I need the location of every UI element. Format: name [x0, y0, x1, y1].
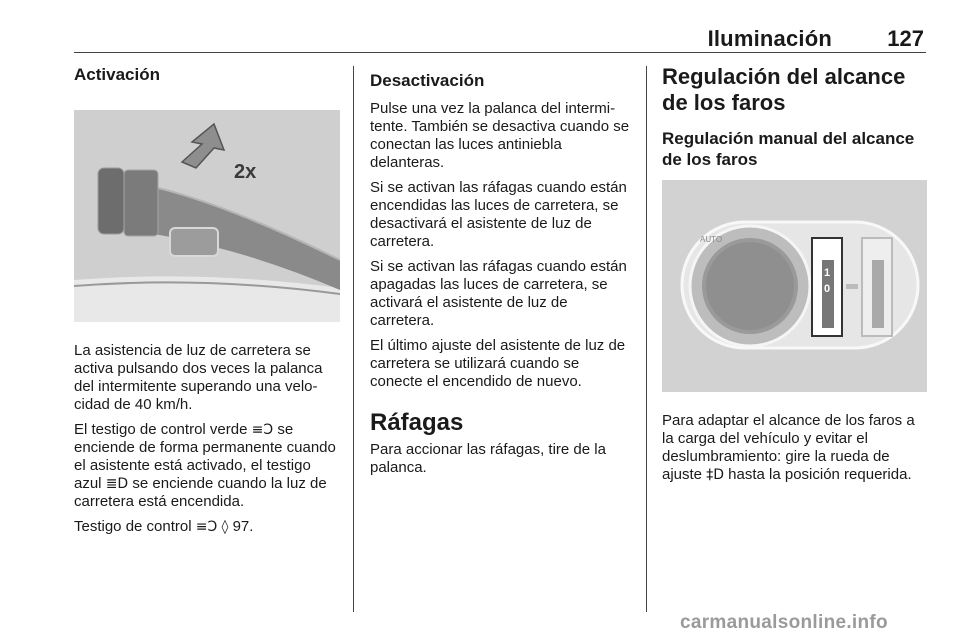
header-rule: [74, 52, 926, 53]
high-beam-assist-icon: ≡Ͻ: [251, 422, 274, 438]
paragraph-deactivation-3: Si se activan las ráfagas cuando están apagadas las luces de carretera, se activará el asistente de luz de carretera.: [370, 258, 627, 329]
paragraph-activation-3: Testigo de control ≡Ͻ ◊ 97.: [74, 518, 254, 535]
column-divider-1: [353, 66, 354, 612]
reference-arrow-icon: ◊: [221, 519, 229, 535]
section-heading-activation: Activación: [74, 65, 160, 84]
section-heading-deactivation: Desactivación: [370, 71, 485, 90]
page-number: 127: [887, 26, 924, 51]
auto-label: AUTO: [700, 235, 723, 244]
section-heading-headlight-range: Regulación del alcance de los faros: [662, 64, 906, 115]
paragraph-rafagas: Para accionar las ráfagas, tire de la palanca.: [370, 441, 606, 476]
paragraph-activation-1: La asistencia de luz de carretera se activa pulsando dos veces la palanca del intermitente superando una velocidad de 40 km/h.: [74, 342, 323, 413]
figure-label-2x: 2x: [234, 161, 257, 183]
subheading-manual-range: Regulación manual del alcance de los faros: [662, 129, 915, 169]
page-reference-link[interactable]: ◊ 97.: [221, 518, 254, 535]
headlight-range-icon: ‡D: [706, 467, 724, 483]
paragraph-deactivation-4: El último ajuste del asistente de luz de carretera se utilizará cuando se conecte el encendido de nuevo.: [370, 337, 626, 390]
light-switch-drawing: [662, 180, 927, 392]
high-beam-icon: ≣D: [105, 476, 129, 492]
paragraph-headlight-range: Para adaptar el alcance de los faros a la carga del vehículo y evitar el deslumbramiento: gire la rueda de ajuste ‡D hasta la posición requerida.: [662, 412, 915, 483]
wheel-mark-zero: 0: [824, 283, 831, 295]
paragraph-activation-2: El testigo de control verde ≡Ͻ se enciende de forma permanente cuando el asistente está activado, el testigo azul ≣D se enciende cuando la luz de carretera está encendida.: [74, 421, 336, 510]
column-divider-2: [646, 66, 647, 612]
high-beam-assist-icon-ref: ≡Ͻ: [195, 519, 218, 535]
column-headlight-range: [662, 64, 927, 491]
light-switch-illustration: [662, 180, 927, 392]
wheel-mark-one: 1: [824, 267, 831, 279]
column-deactivation: [370, 64, 634, 484]
page-header-title: Iluminación: [707, 26, 832, 51]
lever-drawing: [74, 110, 340, 322]
watermark: carmanualsonline.info: [680, 612, 888, 633]
paragraph-deactivation-1: Pulse una vez la palanca del intermitente. También se desactiva cuando se conectan las luces antiniebla delanteras.: [370, 100, 630, 171]
paragraph-deactivation-2: Si se activan las ráfagas cuando están encendidas las luces de carretera, se desactivará el asistente de luz de carretera.: [370, 179, 627, 250]
column-activation: [74, 64, 340, 543]
lever-illustration: [74, 110, 340, 322]
section-heading-rafagas: Ráfagas: [370, 409, 464, 436]
